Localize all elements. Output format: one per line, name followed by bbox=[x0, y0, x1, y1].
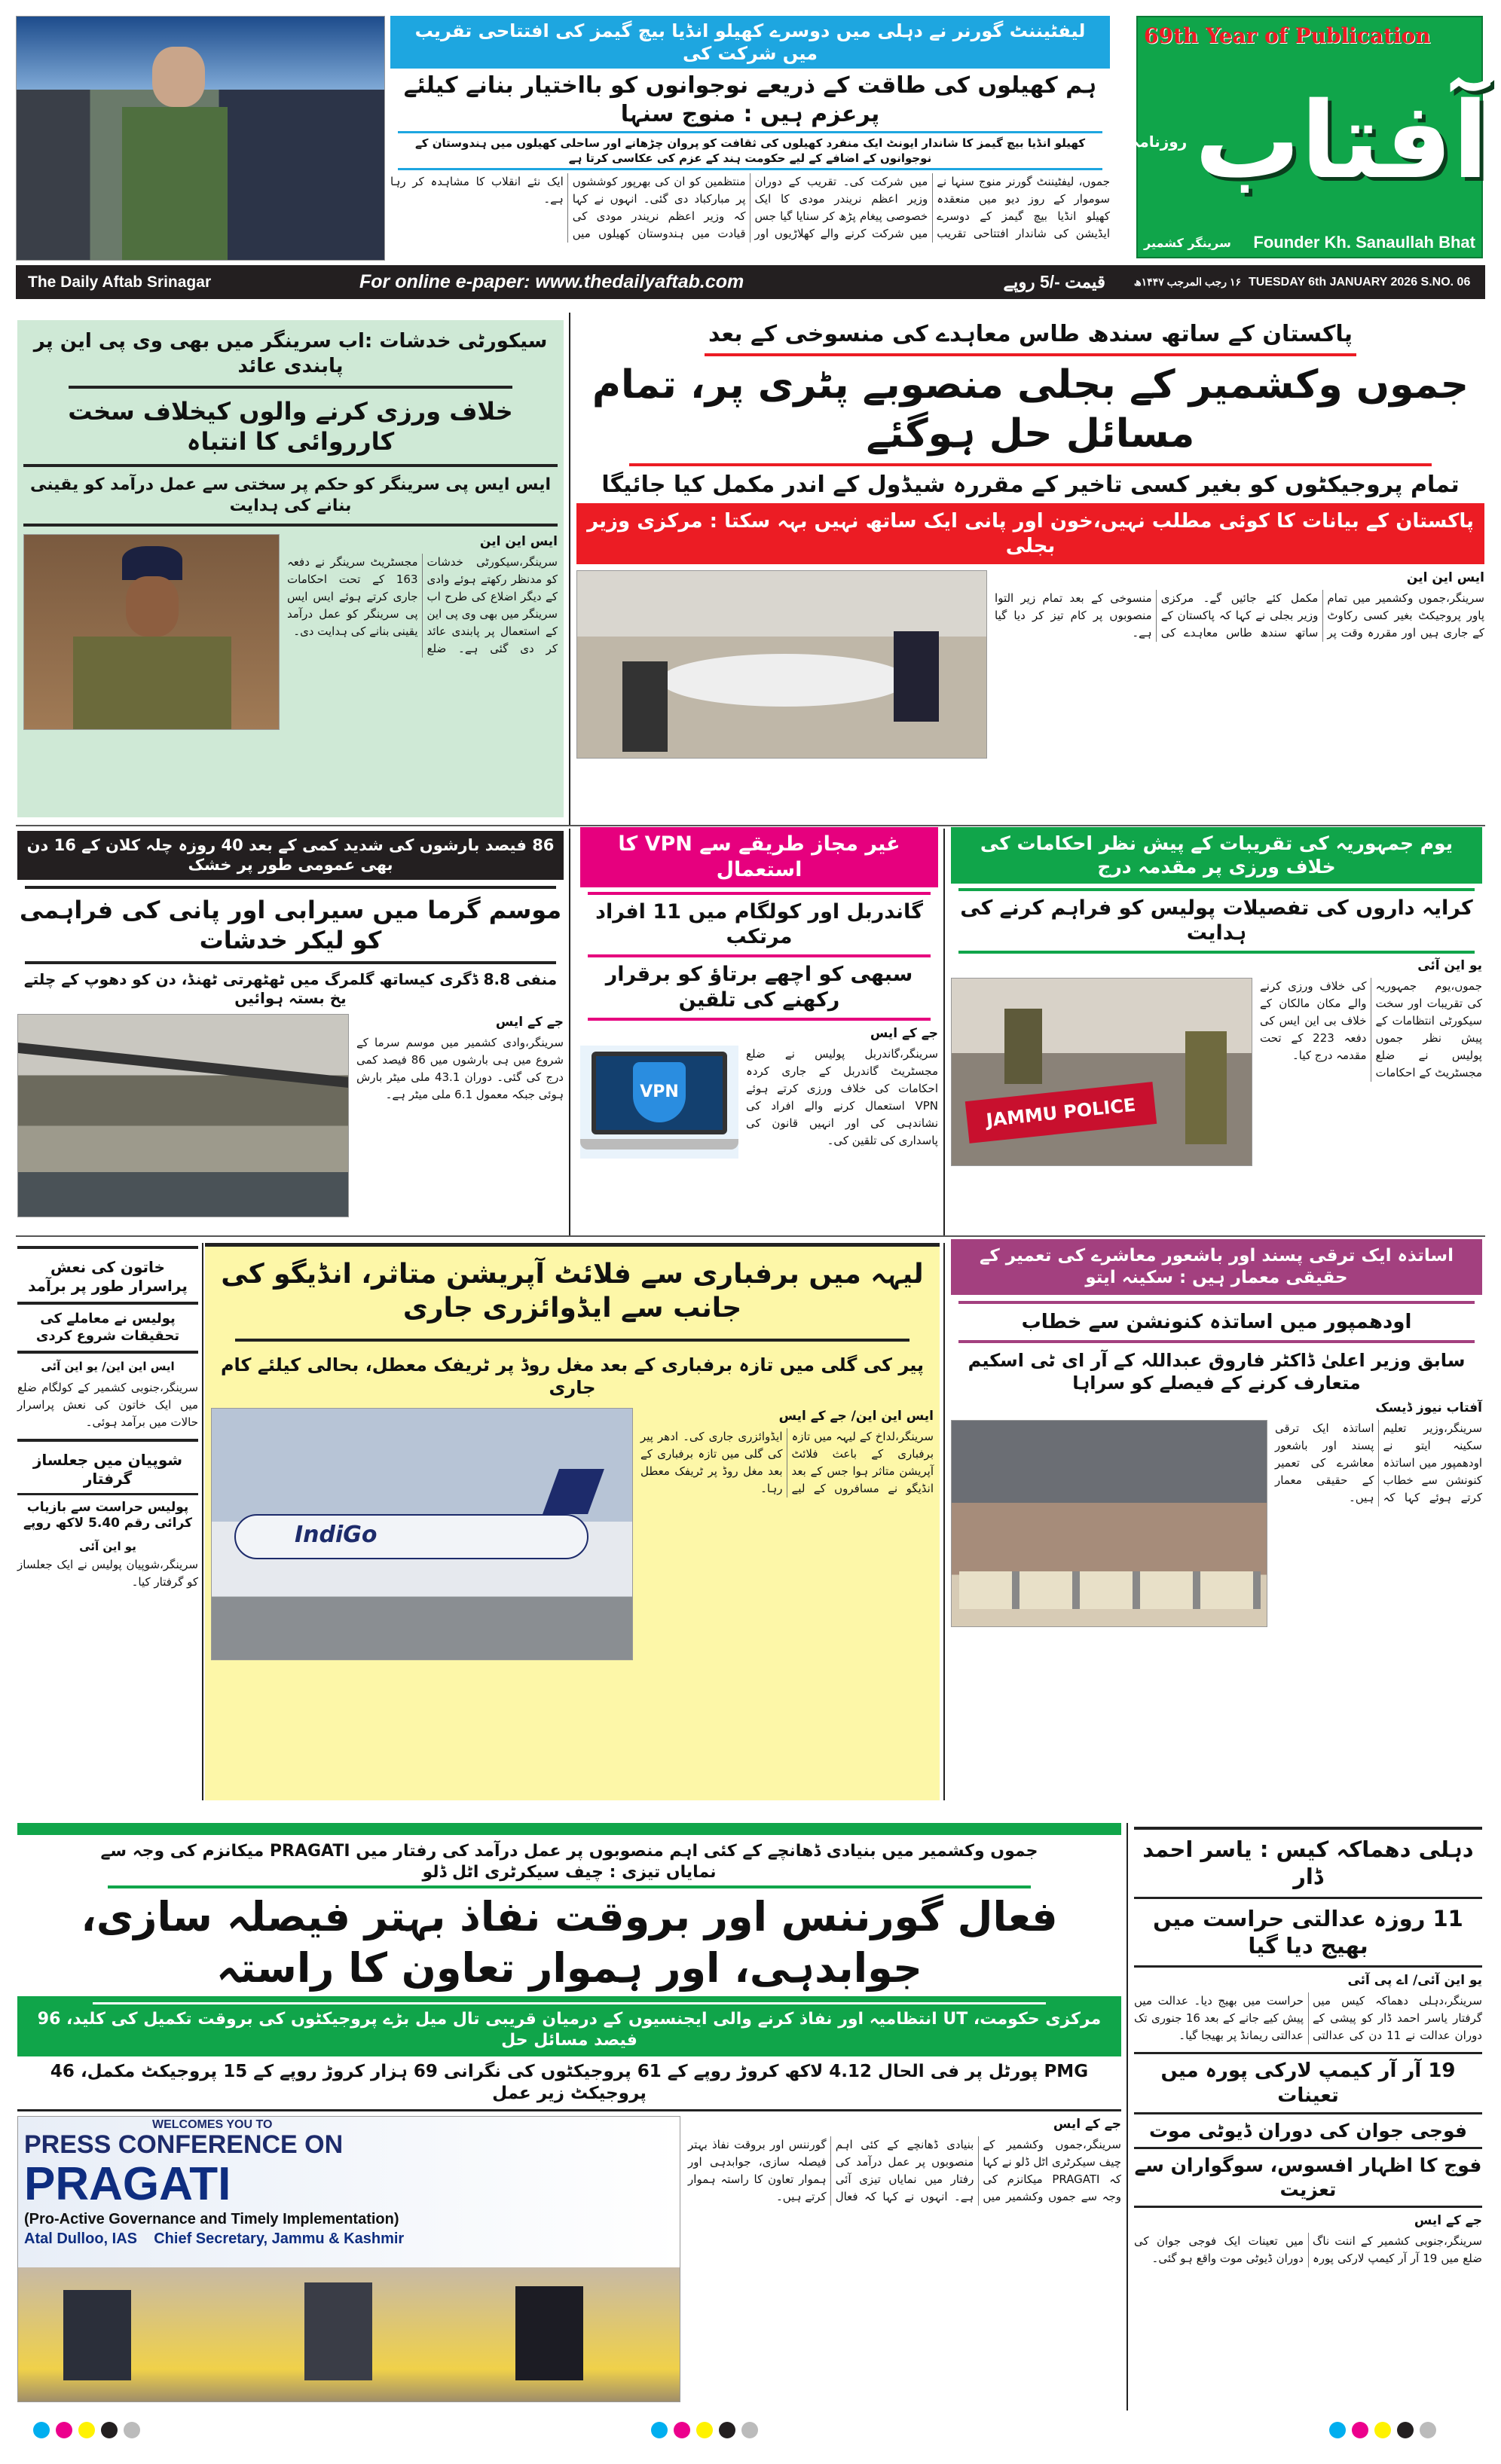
pragati-subhead: PMG پورٹل پر فی الحال 4.12 لاکھ کروڑ روپے کے 61 پروجیکٹوں کی نگرانی 69 ہزار کروڑ روپے کے 15 پروجیکٹ مکمل، 46 پروجیکٹ زیر عمل bbox=[50, 2062, 1089, 2103]
security-body: سرینگر،سیکورٹی خدشات کو مدنظر رکھتے ہوئے وادی کے دیگر اضلاع کی طرح اب سرینگر میں بھی وی پی این کے استعمال پر پابندی عائد کر دی گئی ہے۔ ضلع مجسٹریٹ سرینگر نے دفعہ 163 کے تحت احکامات جاری کرتے ہوئے ایس ایس پی سرینگر کو عمل درآمد یقینی بنانے کی ہدایت دی۔ bbox=[287, 555, 558, 655]
ladakh-story bbox=[205, 1243, 940, 1800]
vpn-body: سرینگر،گاندربل پولیس نے ضلع مجسٹریٹ گاندربل کے جاری کردہ احکامات کی خلاف ورزی کرتے ہوئے VPN استعمال کرنے والے افراد کی نشاندہی کی اور انہیں قانون کی پاسداری کی تلقین کی۔ bbox=[746, 1046, 938, 1147]
teachers-banner bbox=[951, 1239, 1482, 1295]
delhi-byline: یو این آئی/ اے پی آئی bbox=[1347, 1973, 1482, 1988]
brief-1-body: سرینگر،جنوبی کشمیر کے کولگام ضلع میں ایک خاتون کی نعش پراسرار حالات میں برآمد ہوئی۔ bbox=[17, 1381, 198, 1429]
security-headline-1: سیکورٹی خدشات :اب سرینگر میں بھی وی پی این پر پابندی عائد bbox=[33, 330, 548, 377]
pragati-green-banner bbox=[17, 1996, 1121, 2056]
delhi-headline-2: 11 روزہ عدالتی حراست میں بھیج دیا گیا bbox=[1153, 1905, 1463, 1959]
vpn-laptop-image bbox=[580, 1046, 738, 1159]
republic-headline: کرایہ داروں کی تفصیلات پولیس کو فراہم کرنے کی ہدایت bbox=[960, 896, 1473, 945]
vpn-shield-icon: VPN bbox=[633, 1062, 686, 1122]
top-story-photo bbox=[16, 16, 385, 261]
security-headline-2: خلاف ورزی کرنے والوں کیخلاف سخت کارروائی کا انتباہ bbox=[68, 397, 513, 456]
newspaper-title: آفتاب bbox=[1194, 80, 1489, 203]
vpn-story bbox=[580, 827, 938, 1230]
teachers-convention-photo bbox=[951, 1420, 1267, 1627]
pragati-banner-line-1: WELCOMES YOU TO bbox=[152, 2117, 273, 2131]
pragati-story bbox=[17, 1823, 1121, 2411]
delhi-headline-1: دہلی دھماکہ کیس : یاسر احمد ڈار bbox=[1142, 1837, 1474, 1890]
brief-2-headline: شوپیان میں جعلساز گرفتار bbox=[32, 1451, 183, 1488]
security-story bbox=[17, 320, 564, 817]
vpn-banner-text: غیر مجاز طریقے سے VPN کا استعمال bbox=[618, 832, 900, 881]
republic-banner bbox=[951, 827, 1482, 884]
pragati-press-conference-photo bbox=[17, 2116, 680, 2402]
vpn-byline: جے کے ایس bbox=[870, 1025, 938, 1041]
paper-name: The Daily Aftab Srinagar bbox=[28, 273, 212, 291]
masthead-info-bar bbox=[16, 265, 1485, 299]
river-bridge-photo bbox=[17, 1014, 349, 1217]
lead-byline: ایس این این bbox=[1406, 570, 1484, 585]
teachers-headline-1: اودھمپور میں اساتذہ کنونشن سے خطاب bbox=[1021, 1310, 1412, 1333]
soldier-headline-3: فوج کا اظہار افسوس، سوگواران سے تعزیت bbox=[1134, 2154, 1482, 2200]
jammu-police-photo bbox=[951, 978, 1252, 1166]
print-color-marks-center bbox=[648, 2422, 761, 2441]
lead-subhead: تمام پروجیکٹوں کو بغیر کسی تاخیر کے مقررہ شیڈول کے اندر مکمل کیا جائیگا bbox=[601, 471, 1460, 498]
weather-body: سرینگر،وادی کشمیر میں موسم سرما کے شروع میں ہی بارشوں میں 86 فیصد کمی درج کی گئی۔ دوران 43.1 ملی میٹر بارش ہوئی جبکہ معمول 6.1 ملی میٹر ہے۔ bbox=[356, 1035, 564, 1101]
teachers-banner-text: اساتذہ ایک ترقی پسند اور باشعور معاشرے کی تعمیر کے حقیقی معمار ہیں : سکینہ ایتو bbox=[979, 1246, 1454, 1287]
delhi-body: سرینگر،دہلی دھماکہ کیس میں گرفتار یاسر احمد ڈار کو پیشی کے دوران عدالت نے 11 دن کی عدالتی حراست میں بھیج دیا۔ عدالت میں پیش کیے جانے کے بعد 16 جنوری تک عدالتی ریمانڈ پر بھیجا گیا۔ bbox=[1134, 1994, 1482, 2042]
top-story-kicker-banner bbox=[390, 16, 1110, 69]
pragati-body: سرینگر،جموں وکشمیر کے چیف سیکرٹری اٹل ڈلو نے کہا کہ PRAGATI میکانزم کی وجہ سے جموں وکشمیر میں بنیادی ڈھانچے کے کئی اہم منصوبوں پر عمل درآمد کی رفتار میں نمایاں تیزی آئی ہے۔ انہوں نے کہا کہ فعال گورننس اور بروقت نفاذ بہتر فیصلہ سازی، جوابدہی اور ہموار تعاون کا راستہ ہموار کرتے ہیں۔ bbox=[688, 2137, 1121, 2203]
brief-1-byline: ایس این این/ یو این آئی bbox=[41, 1360, 175, 1373]
weather-story bbox=[17, 831, 564, 1230]
vpn-headline-2: سبھی کو اچھے برتاؤ کو برقرار رکھنے کی تلقین bbox=[605, 963, 913, 1012]
indigo-plane-photo bbox=[211, 1408, 633, 1660]
security-subhead: ایس ایس پی سرینگر کو حکم پر سختی سے عمل درآمد کو یقینی بنانے کی ہدایت bbox=[29, 475, 552, 515]
founder-name: Founder Kh. Sanaullah Bhat bbox=[1253, 233, 1475, 252]
ladakh-byline: ایس این این/ جے کے ایس bbox=[778, 1409, 934, 1424]
lead-red-banner bbox=[576, 503, 1484, 564]
teachers-body: سرینگر،وزیر تعلیم سکینہ ایتو نے اودھمپور میں اساتذہ کنونشن سے خطاب کرتے ہوئے کہا کہ اساتذہ ایک ترقی پسند اور باشعور معاشرے کی تعمیر کے حقیقی معمار ہیں۔ bbox=[1275, 1421, 1482, 1504]
brief-2-subhead: پولیس حراست سے بازیاب کرائی رقم 5.40 لاکھ روپے bbox=[23, 1500, 192, 1531]
weather-headline: موسم گرما میں سیرابی اور پانی کی فراہمی کو لیکر خدشات bbox=[19, 895, 562, 954]
ladakh-subhead: پیر کی گلی میں تازہ برفباری کے بعد مغل روڈ پر ٹریفک معطل، بحالی کیلئے کام جاری bbox=[220, 1354, 925, 1398]
pragati-byline: جے کے ایس bbox=[1053, 2116, 1121, 2132]
soldier-headline-2: فوجی جوان کی دوران ڈیوٹی موت bbox=[1148, 2120, 1468, 2142]
masthead-city: سرینگر کشمیر bbox=[1144, 235, 1231, 250]
lead-headline: جموں وکشمیر کے بجلی منصوبے پٹری پر، تمام مسائل حل ہوگئے bbox=[592, 362, 1469, 456]
right-sidebar bbox=[1134, 1827, 1482, 2411]
lead-body: سرینگر،جموں وکشمیر میں تمام پاور پروجیکٹ بغیر کسی رکاوٹ کے جاری ہیں اور مقررہ وقت پر مکمل کئے جائیں گے۔ مرکزی وزیر بجلی نے کہا کہ پاکستان کے ساتھ سندھ طاس معاہدے کی منسوخی کے بعد تمام زیر التوا منصوبوں پر کام تیز کر دیا گیا ہے۔ bbox=[995, 591, 1484, 640]
teachers-headline-2: سابق وزیر اعلیٰ ڈاکٹر فاروق عبداللہ کے آر ای ٹی اسکیم متعارف کرنے کے فیصلے کو سراہا bbox=[968, 1350, 1466, 1394]
republic-byline: یو این آئی bbox=[1417, 958, 1482, 973]
masthead-logo bbox=[1130, 16, 1489, 258]
ladakh-headline: لیہہ میں برفباری سے فلائٹ آپریشن متاثر، انڈیگو کی جانب سے ایڈوائزری جاری bbox=[221, 1259, 924, 1324]
print-color-marks-left bbox=[30, 2422, 143, 2441]
top-story-body: جموں، لیفٹیننٹ گورنر منوج سنہا نے سوموار کے روز دیو میں منعقدہ کھیلو انڈیا بیچ گیمز کے دوسرے ایڈیشن کی شاندار افتتاحی تقریب میں شرکت کی۔ تقریب کے دوران وزیر اعظم نریندر مودی کا ایک خصوصی پیغام پڑھ کر سنایا گیا جس میں شرکت کرنے والے کھلاڑیوں اور منتظمین کو ان کی بھرپور کوششوں پر مبارکباد دی گئی۔ انہوں نے کہا کہ وزیر اعظم نریندر مودی کی قیادت میں ہندوستان کھیلوں میں ایک نئے انقلاب کا مشاہدہ کر رہا ہے۔ bbox=[390, 175, 1110, 240]
year-of-publication: 69th Year of Publication bbox=[1144, 23, 1431, 48]
soldier-byline: جے کے ایس bbox=[1414, 2212, 1482, 2228]
weather-byline: جے کے ایس bbox=[495, 1014, 564, 1030]
pragati-headline: فعال گورننس اور بروقت نفاذ بہتر فیصلہ سازی، جوابدہی، اور ہموار تعاون کا راستہ bbox=[81, 1893, 1058, 1992]
pragati-banner-line-4: (Pro-Active Governance and Timely Implementation) bbox=[24, 2210, 399, 2227]
teachers-story bbox=[951, 1239, 1482, 1800]
republic-body: جموں،یوم جمہوریہ کی تقریبات اور سخت سیکورٹی انتظامات کے پیش نظر جموں پولیس نے ضلع مجسٹریٹ کے احکامات کی خلاف ورزی کرنے والے مکان مالکان کے خلاف بی این ایس کی دفعہ 223 کے تحت مقدمہ درج کیا۔ bbox=[1260, 979, 1482, 1079]
issue-date: TUESDAY 6th JANUARY 2026 S.NO. 06 bbox=[1249, 275, 1471, 289]
lead-story bbox=[576, 320, 1484, 817]
weather-banner bbox=[17, 831, 564, 880]
republic-story bbox=[951, 827, 1482, 1230]
epaper-link[interactable]: For online e-paper: www.thedailyaftab.com bbox=[359, 271, 744, 292]
pragati-banner-line-2: PRESS CONFERENCE ON bbox=[24, 2130, 344, 2160]
weather-banner-text: 86 فیصد بارشوں کی شدید کمی کے بعد 40 روزہ چلہ کلان کے 16 دن بھی عمومی طور پر خشک bbox=[26, 836, 555, 875]
print-color-marks-right bbox=[1326, 2422, 1439, 2441]
meeting-photo bbox=[576, 570, 987, 759]
vpn-headline-1: گاندربل اور کولگام میں 11 افراد مرتکب bbox=[595, 899, 923, 949]
pragati-green-banner-text: مرکزی حکومت، UT انتظامیہ اور نفاذ کرنے والی ایجنسیوں کے درمیان قریبی تال میل بڑے پروجیکٹوں کی بروقت تکمیل کی کلید، 96 فیصد مسائل حل bbox=[37, 2010, 1102, 2050]
republic-banner-text: یوم جمہوریہ کی تقریبات کے پیش نظر احکامات کی خلاف ورزی پر مقدمہ درج bbox=[980, 832, 1454, 878]
brief-1-headline: خاتون کی نعش پراسرار طور پر برآمد bbox=[28, 1258, 188, 1295]
top-story-subhead: کھیلو انڈیا بیچ گیمز کا شاندار ایونٹ ایک منفرد کھیلوں کی ثقافت کو پروان چڑھانے اور ساحلی کھیلوں میں ہندوستان کے نوجوانوں کے اضافے کے لیے حکومت ہند کے عزم کی عکاسی کرتا ہے bbox=[414, 136, 1086, 165]
brief-2-byline: یو این آئی bbox=[79, 1539, 136, 1553]
indigo-logo: IndiGo bbox=[295, 1522, 378, 1548]
side-briefs bbox=[17, 1243, 198, 1800]
top-story bbox=[390, 16, 1110, 261]
teachers-byline: آفتاب نیوز ڈیسک bbox=[1375, 1400, 1482, 1415]
lead-kicker: پاکستان کے ساتھ سندھ طاس معاہدے کی منسوخی کے بعد bbox=[708, 321, 1353, 347]
lead-red-banner-text: پاکستان کے بیانات کا کوئی مطلب نہیں،خون اور پانی ایک ساتھ نہیں بہہ سکتا : مرکزی وزیر بجلی bbox=[587, 510, 1474, 557]
ladakh-body: سرینگر،لداخ کے لیہہ میں تازہ برفباری کے باعث فلائٹ آپریشن متاثر ہوا جس کے بعد انڈیگو نے مسافروں کے لیے ایڈوائزری جاری کی۔ ادھر پیر کی گلی میں تازہ برفباری کے بعد مغل روڈ پر ٹریفک معطل رہا۔ bbox=[640, 1430, 934, 1495]
hijri-date: ۱۶ رجب المرجب ۱۴۴۷ھ bbox=[1133, 276, 1241, 288]
police-officer-photo bbox=[23, 534, 280, 730]
security-byline: ایس این این bbox=[479, 534, 558, 549]
masthead-tagline: روزنامہ bbox=[1130, 133, 1188, 151]
soldier-body: سرینگر،جنوبی کشمیر کے اننت ناگ ضلع میں 19 آر آر کیمپ لارکی پورہ میں تعینات ایک فوجی جوان کی دوران ڈیوٹی موت واقع ہو گئی۔ bbox=[1134, 2233, 1482, 2265]
pragati-banner-line-3: PRAGATI bbox=[24, 2158, 231, 2211]
price: قیمت -/5 روپے bbox=[1003, 272, 1105, 292]
police-barricade-sign: JAMMU POLICE bbox=[965, 1082, 1157, 1143]
top-story-headline: ہم کھیلوں کی طاقت کے ذریعے نوجوانوں کو بااختیار بنانے کیلئے پرعزم ہیں : منوج سنہا bbox=[403, 72, 1097, 127]
pragati-banner-line-5: Atal Dulloo, IAS Chief Secretary, Jammu & Kashmir bbox=[24, 2230, 405, 2247]
weather-subhead: منفی 8.8 ڈگری کیساتھ گلمرگ میں ٹھٹھرتی ٹھنڈ، دن کو دھوپ کے چلتے یخ بستہ ہوائیں bbox=[23, 969, 558, 1007]
brief-2-body: سرینگر،شوپیان پولیس نے ایک جعلساز کو گرفتار کیا۔ bbox=[17, 1557, 198, 1589]
brief-1-subhead: پولیس نے معاملے کی تحقیقات شروع کردی bbox=[35, 1311, 180, 1344]
soldier-headline-1: 19 آر آر کیمپ لارکی پورہ میں تعینات bbox=[1160, 2059, 1456, 2107]
pragati-kicker: جموں وکشمیر میں بنیادی ڈھانچے کے کئی اہم منصوبوں پر عمل درآمد کی رفتار میں PRAGATI میکانزم کی وجہ سے نمایاں تیزی : چیف سیکرٹری اٹل ڈلو bbox=[100, 1842, 1038, 1882]
vpn-banner bbox=[580, 827, 938, 887]
top-story-kicker: لیفٹیننٹ گورنر نے دہلی میں دوسرے کھیلو انڈیا بیچ گیمز کی افتتاحی تقریب میں شرکت کی bbox=[414, 20, 1086, 64]
